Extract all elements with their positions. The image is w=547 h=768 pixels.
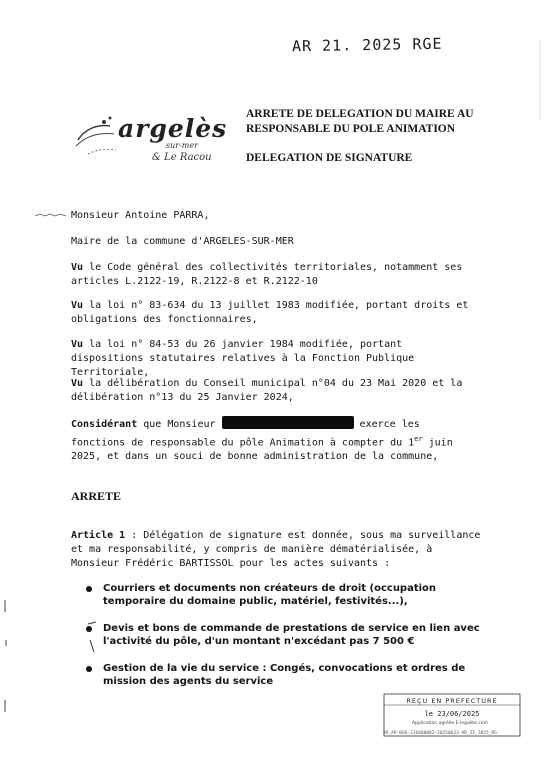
list-item <box>86 662 486 688</box>
vu-lead: Vu <box>71 300 84 311</box>
article-text: : Délégation de signature est donnée, sous ma surveillance et ma responsabilité, y compris de manière dématérialisée, à Monsieur Frédéric BARTISSOL pour les actes suivants : <box>71 530 481 569</box>
bullet-icon <box>86 586 92 592</box>
mayor-title: Maire de la commune d'ARGELES-SUR-MER <box>71 236 294 247</box>
vu-text: la loi n° 84-53 du 26 janvier 1984 modifiée, portant dispositions statutaires relatives à la Fonction Publique Territoriale, <box>71 339 415 378</box>
logo-name: argelès <box>118 114 228 143</box>
article-1 <box>71 529 481 571</box>
vu-text: la délibération du Conseil municipal n°04 du 23 Mai 2020 et la délibération n°13 du 25 Janvier 2024, <box>71 378 463 403</box>
considerant-text-b: exerce les fonctions de responsable du pôle Animation à compter du 1 <box>71 419 420 449</box>
list-item-text: Devis et bons de commande de prestations de service en lien avec l'activité du pôle, d'un montant n'excédant pas 7 500 € <box>103 623 480 647</box>
stamp-date: le 23/06/2025 <box>424 710 480 718</box>
considerant-text-a: que Monsieur <box>137 419 222 430</box>
vu-deliberation <box>71 377 479 405</box>
bullet-icon <box>86 666 92 672</box>
bullet-icon <box>86 626 92 632</box>
list-item <box>86 622 486 648</box>
logo-subtitle-2: & Le Racou <box>152 152 212 163</box>
vu-text: le Code général des collectivités territoriales, notamment ses articles L.2122-19, R.2122-8 et R.2122-10 <box>71 262 463 287</box>
vu-loi-1984 <box>71 338 479 380</box>
vu-code-general <box>71 261 479 289</box>
vu-lead: Vu <box>71 378 84 389</box>
vu-text: la loi n° 83-634 du 13 juillet 1983 modifiée, portant droits et obligations des fonctionnaires, <box>71 300 469 325</box>
stamp-reference: 99_AR-066-216600082-20250623-AR_21_2025_RG <box>383 731 497 736</box>
redacted-name <box>222 416 354 429</box>
considerant-text-c: juin 2025, et dans un souci de bonne administration de la commune, <box>71 437 453 463</box>
list-item-text: Gestion de la vie du service : Congés, convocations et ordres de mission des agents du service <box>103 663 466 687</box>
considerant-lead: Considérant <box>71 419 138 430</box>
article-lead: Article 1 <box>71 530 126 541</box>
considerant-paragraph <box>71 416 479 464</box>
vu-lead: Vu <box>71 262 84 273</box>
document-subtitle: DELEGATION DE SIGNATURE <box>246 152 413 164</box>
vu-loi-1983 <box>71 299 479 327</box>
handwritten-reference: AR 21. 2025 RGE <box>291 34 443 56</box>
logo-subtitle: sur-mer <box>166 141 198 150</box>
mayor-name: Monsieur Antoine PARRA, <box>71 210 210 221</box>
list-item-text: Courriers et documents non créateurs de droit (occupation temporaire du domaine public, matériel, festivités...), <box>103 583 437 607</box>
document-title: ARRETE DE DELEGATION DU MAIRE AU RESPONSABLE DU POLE ANIMATION <box>246 108 474 135</box>
list-item <box>86 582 486 608</box>
stamp-app: Application agréée E-legalite.com <box>412 721 488 726</box>
margin-scribble <box>34 210 68 220</box>
delegation-list <box>86 582 486 699</box>
arrete-heading: ARRETE <box>71 489 122 503</box>
superscript: er <box>414 435 423 443</box>
vu-lead: Vu <box>71 339 84 350</box>
stamp-title: REÇU EN PREFECTURE <box>406 697 498 705</box>
